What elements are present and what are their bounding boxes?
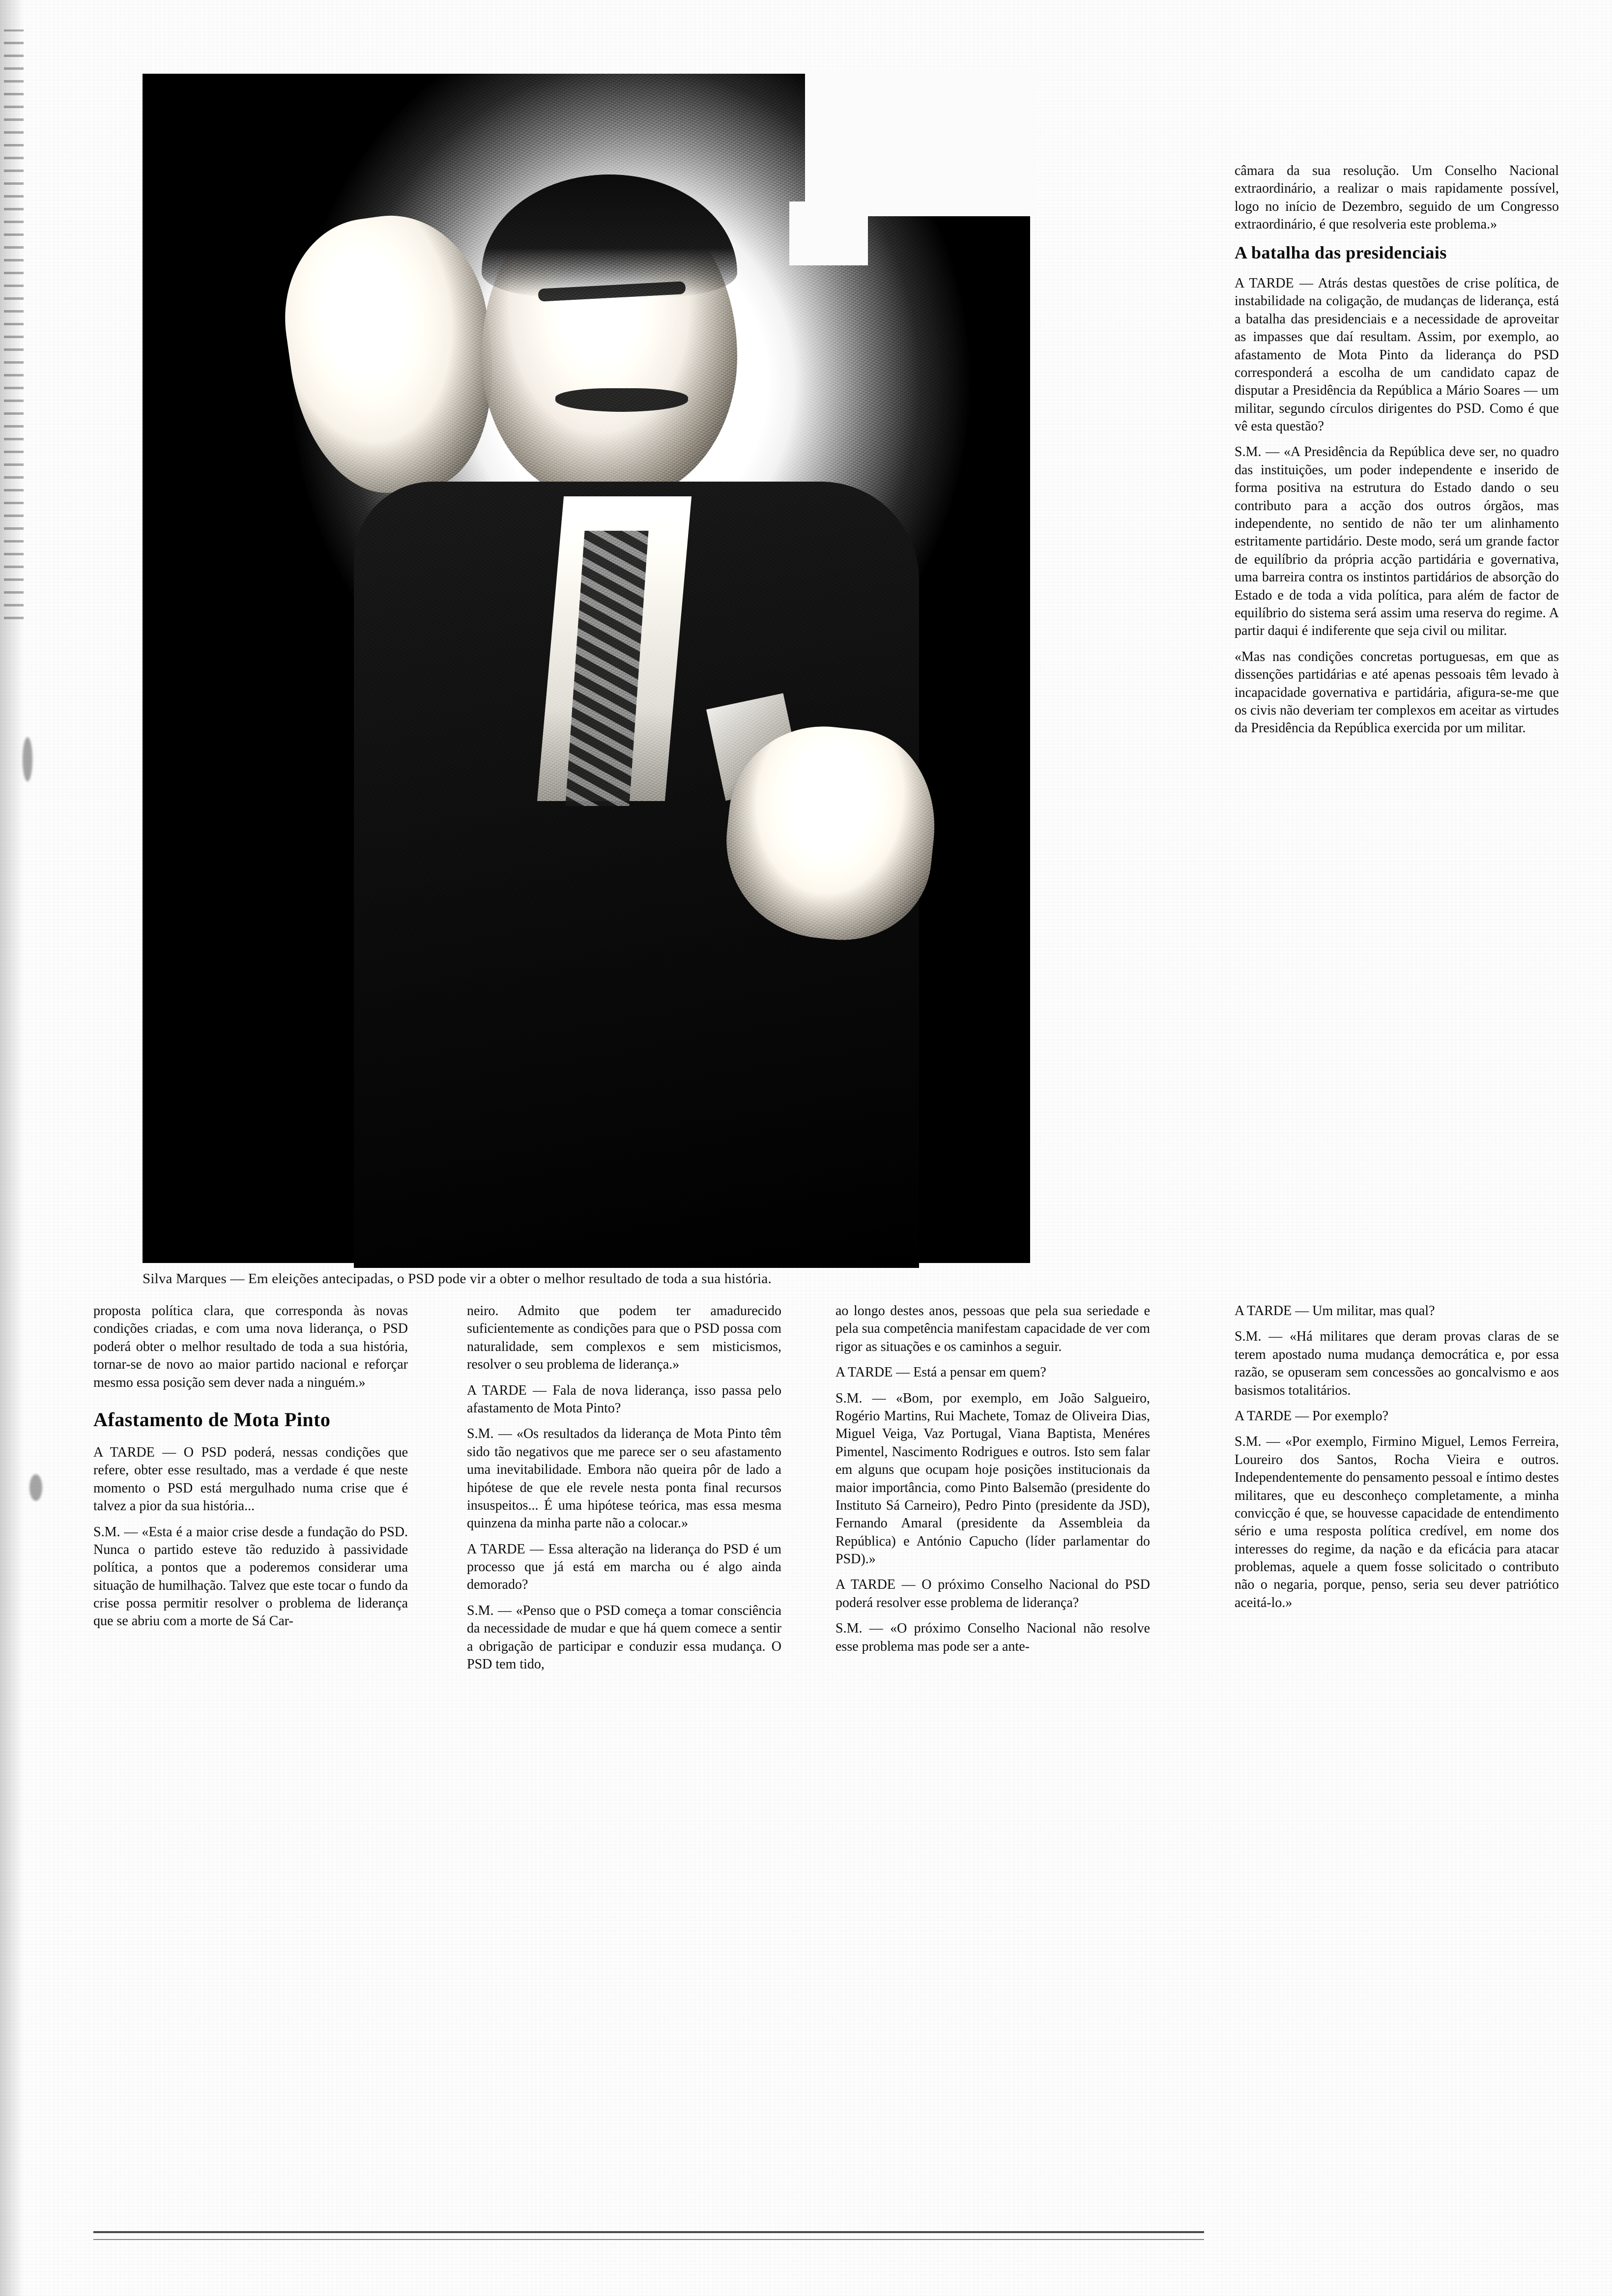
col2-paragraph-2: A TARDE — Fala de nova liderança, isso passa pelo afastamento de Mota Pinto? <box>467 1382 781 1416</box>
right-column-upper <box>1235 162 1559 746</box>
column-3 <box>835 1302 1150 1664</box>
scan-artifact-2 <box>23 737 32 781</box>
page-edge-marks <box>4 29 24 619</box>
col4-paragraph-2: S.M. — «Há militares que deram provas claras de se terem apostado numa mudança democrática e, por essa razão, se opuseram sem concessões ao goncalvismo e aos basismos totalitários. <box>1235 1329 1559 1398</box>
bottom-rule-secondary <box>93 2239 1204 2240</box>
col2-paragraph-3: S.M. — «Os resultados da liderança de Mota Pinto têm sido tão negativos que me parece ser o seu afastamento uma inevitabilidade. Embora não queira pôr de lado a hipótese de que ele revele nesta ponta final recursos insuspeitos... É uma hipótese teórica, mas essa mesma quinzena da minha parte não a colocar.» <box>467 1426 781 1531</box>
article-photo <box>143 74 1030 1263</box>
bottom-rule-primary <box>93 2231 1204 2233</box>
photo-white-cutout-top <box>805 69 1036 216</box>
right-paragraph-2: S.M. — «A Presidência da República deve ser, no quadro das instituições, um poder independente e inserido de forma positiva na estrutura do Estado dando o seu contributo para a acção dos outros órgãos, mas independente, no sentido de não ter um alinhamento estritamente partidário. Deste modo, será um grande factor de equilíbrio da própria acção partidária e governativa, uma barreira contra os instintos partidários de absorção do Estado e de toda a vida política, para além de factor de equilíbrio do sistema será assim uma reserva do regime. A partir daqui é indiferente que seja civil ou militar. <box>1235 444 1559 639</box>
scan-artifact-1 <box>29 1474 42 1501</box>
column-1 <box>93 1302 408 1638</box>
col3-paragraph-4: A TARDE — O próximo Conselho Nacional do PSD poderá resolver esse problema de liderança? <box>835 1577 1150 1610</box>
col3-paragraph-2: A TARDE — Está a pensar em quem? <box>835 1365 1046 1380</box>
photo-caption: Silva Marques — Em eleições antecipadas, o PSD pode vir a obter o melhor resultado de toda a sua história. <box>143 1271 772 1287</box>
col4-paragraph-4: S.M. — «Por exemplo, Firmino Miguel, Lemos Ferreira, Loureiro dos Santos, Rocha Vieira e outros. Independentemente do pensamento pessoal e íntimo destes militares, que eu desconheço completamente, a minha convicção é que, se houvesse capacidade de entendimento sério e uma resposta política credível, em nome dos interesses do regime, da nação e da eficácia para atacar problemas, aquele a quem fosse solicitado o contributo não o negaria, porque, penso, seria seu dever patriótico aceitá-lo.» <box>1235 1434 1559 1610</box>
column-4 <box>1235 1302 1559 1620</box>
col4-paragraph-3: A TARDE — Por exemplo? <box>1235 1408 1388 1424</box>
col1-paragraph-1: proposta política clara, que corresponda às novas condições criadas, e com uma nova liderança, o PSD poderá obter o melhor resultado de toda a sua história, tornar-se de novo ao maior partido nacional e reforçar mesmo essa posição sem dever nada a ninguém.» <box>93 1303 408 1390</box>
col2-paragraph-5: S.M. — «Penso que o PSD começa a tomar consciência da necessidade de mudar e que há quem comece a sentir a obrigação de participar e conduzir essa mudança. O PSD tem tido, <box>467 1603 781 1672</box>
right-paragraph-1: A TARDE — Atrás destas questões de crise política, de instabilidade na coligação, de mudanças de liderança, está a batalha das presidenciais e a necessidade de aproveitar as impasses que daí resultam. Assim, por exemplo, ao afastamento de Mota Pinto da liderança do PSD corresponderá a escolha de um candidato capaz de disputar a Presidência da República a Mário Soares — um militar, segundo círculos dirigentes do PSD. Como é que vê esta questão? <box>1235 275 1559 434</box>
right-column-continuation: câmara da sua resolução. Um Conselho Nacional extraordinário, a realizar o mais rapidamente possível, logo no início de Dezembro, seguido de um Congresso extraordinário, é que resolveria este problema.» <box>1235 163 1559 232</box>
col1-paragraph-2: A TARDE — O PSD poderá, nessas condições que refere, obter esse resultado, mas a verdade é que neste momento o PSD está mergulhado numa crise que é talvez a pior da sua história... <box>93 1444 408 1514</box>
photo-white-cutout-secondary <box>789 201 868 265</box>
col1-paragraph-3: S.M. — «Esta é a maior crise desde a fundação do PSD. Nunca o partido esteve tão reduzido à passividade política, a pontos que a poderemos considerar uma situação de humilhação. Talvez que este tocar o fundo da crise possa permitir resolver o problema de liderança que se abriu com a morte de Sá Car- <box>93 1524 408 1629</box>
col3-paragraph-1: ao longo destes anos, pessoas que pela sua seriedade e pela sua competência manifestam capacidade de ver com rigor as situações e os caminhos a seguir. <box>835 1303 1150 1354</box>
col2-paragraph-4: A TARDE — Essa alteração na liderança do PSD é um processo que já está em marcha ou é algo ainda demorado? <box>467 1541 781 1593</box>
right-paragraph-3: «Mas nas condições concretas portuguesas, em que as dissenções partidárias e até apenas pessoais têm levado à incapacidade governativa e partidária, afigura-se-me que os civis não deveriam ter complexos em aceitar as virtudes da Presidência da República exercida por um militar. <box>1235 649 1559 736</box>
column-2 <box>467 1302 781 1681</box>
subhead-afastamento: Afastamento de Mota Pinto <box>93 1408 331 1431</box>
subhead-presidenciais: A batalha das presidenciais <box>1235 242 1447 262</box>
col3-paragraph-5: S.M. — «O próximo Conselho Nacional não resolve esse problema mas pode ser a ante- <box>835 1621 1150 1654</box>
photo-grain-overlay <box>143 74 1030 1263</box>
col4-paragraph-1: A TARDE — Um militar, mas qual? <box>1235 1303 1435 1319</box>
article-body <box>93 1302 1563 2236</box>
col3-paragraph-3: S.M. — «Bom, por exemplo, em João Salgueiro, Rogério Martins, Rui Machete, Tomaz de Oliveira Dias, Miguel Veiga, Vaz Portugal, Viana Baptista, Menéres Pimentel, Nascimento Rodrigues e outros. Isto sem falar em alguns que ocupam hoje posições institucionais da maior importância, como Pinto Balsemão (presidente do Instituto Sá Carneiro), Pedro Pinto (presidente da JSD), Fernando Amaral (presidente da Assembleia da República) e António Capucho (líder parlamentar do PSD).» <box>835 1390 1150 1567</box>
col2-paragraph-1: neiro. Admito que podem ter amadurecido suficientemente as condições para que o PSD possa com naturalidade, sem complexos e sem misticismos, resolver o seu problema de liderança.» <box>467 1303 781 1373</box>
